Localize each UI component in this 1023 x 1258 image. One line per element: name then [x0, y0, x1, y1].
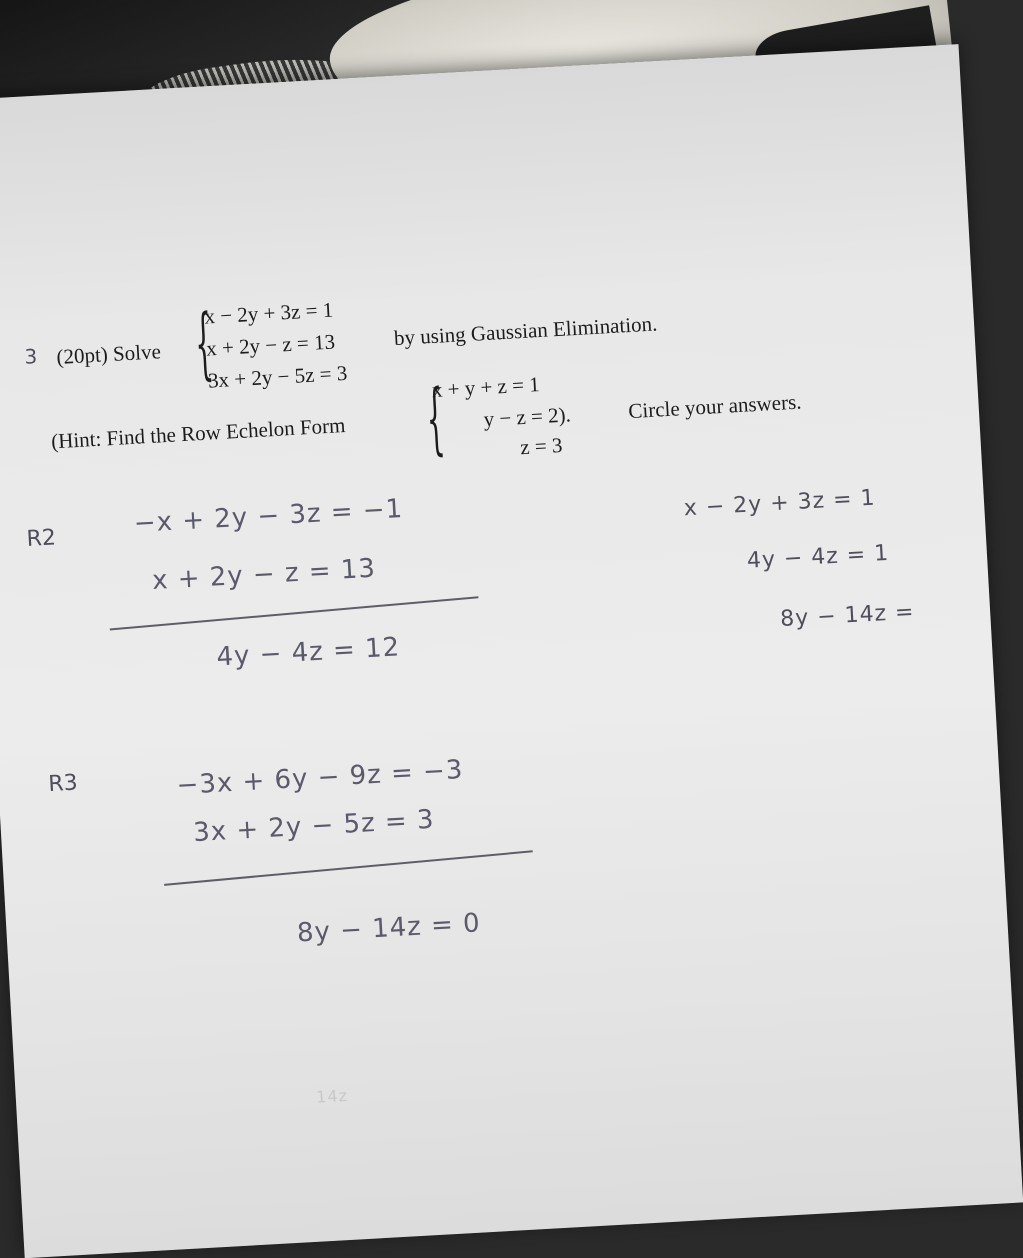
margin-r3: R3 — [47, 770, 79, 798]
step2-result: 8y − 14z = 0 — [296, 908, 482, 949]
hint-row-3: z = 3 — [519, 432, 564, 460]
problem-points: (20pt) Solve — [55, 339, 162, 369]
right-line-2: 4y − 4z = 1 — [746, 540, 890, 574]
step1-line1: −x + 2y − 3z = −1 — [133, 493, 404, 539]
hint-brace: { — [424, 373, 447, 465]
system-brace: { — [192, 298, 215, 390]
hint-row-2: y − z = 2). — [482, 402, 572, 432]
step2-sum-line — [164, 850, 533, 886]
margin-r2: R2 — [25, 525, 57, 552]
faint-bleed-text: 14z — [315, 1085, 349, 1107]
equation-2: x + 2y − z = 13 — [205, 329, 336, 361]
hint-row-1: x + y + z = 1 — [431, 372, 541, 403]
right-line-1: x − 2y + 3z = 1 — [683, 485, 877, 522]
step1-result: 4y − 4z = 12 — [215, 632, 401, 673]
worksheet-paper — [0, 44, 1023, 1258]
problem-number-mark: 3 — [24, 344, 38, 369]
hint-lead: (Hint: Find the Row Echelon Form — [50, 413, 346, 454]
hint-tail: Circle your answers. — [627, 389, 803, 424]
equation-1: x − 2y + 3z = 1 — [203, 297, 334, 329]
right-line-3: 8y − 14z = — [779, 599, 916, 633]
step2-line1: −3x + 6y − 9z = −3 — [175, 754, 465, 801]
step1-sum-line — [110, 596, 479, 630]
problem-instruction: by using Gaussian Elimination. — [393, 311, 658, 351]
step2-line2: 3x + 2y − 5z = 3 — [192, 804, 436, 849]
step1-line2: x + 2y − z = 13 — [151, 553, 377, 597]
equation-3: 3x + 2y − 5z = 3 — [207, 360, 348, 393]
